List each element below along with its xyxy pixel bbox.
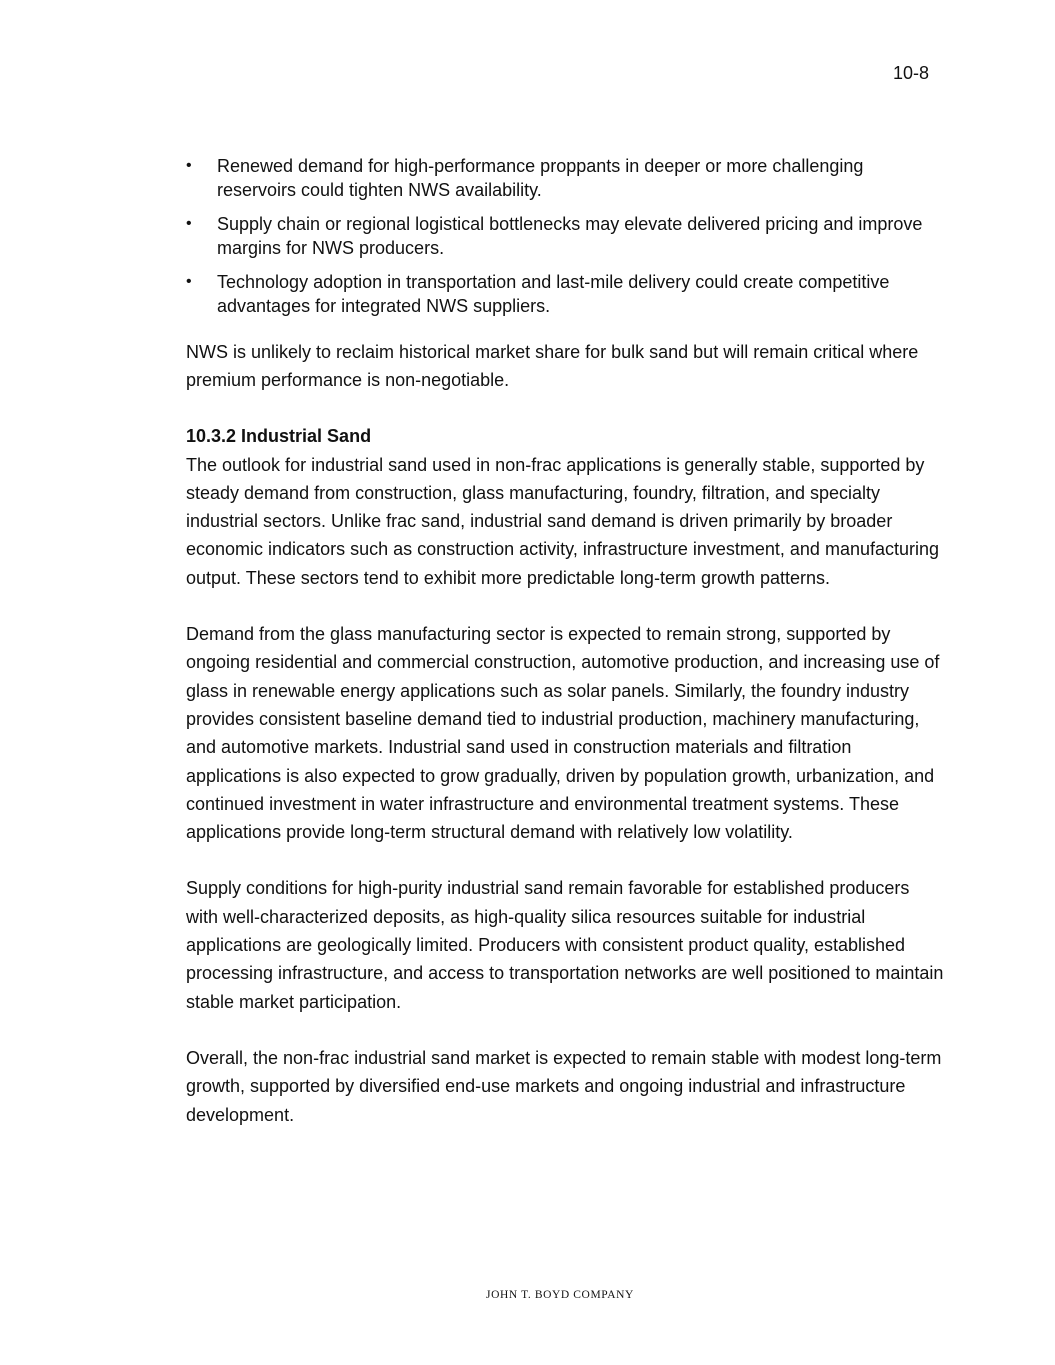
page-number: 10-8 <box>893 63 930 83</box>
document-body <box>186 154 946 1129</box>
paragraph-demand: Demand from the glass manufacturing sector is expected to remain strong, supported by ongoing residential and commercial construction, automotive production, and increasing use of glass in renewable energy applications such as solar panels. Similarly, the foundry industry provides consistent baseline demand tied to industrial production, machinery manufacturing, and automotive markets. Industrial sand used in construction materials and filtration applications is also expected to grow gradually, driven by population growth, urbanization, and continued investment in water infrastructure and environmental treatment systems. These applications provide long-term structural demand with relatively low volatility. <box>186 624 940 843</box>
list-item <box>186 270 946 318</box>
bullet-text: Technology adoption in transportation and last-mile delivery could create competitive advantages for integrated NWS suppliers. <box>217 272 890 316</box>
bullet-icon: • <box>186 157 192 174</box>
paragraph-overall: Overall, the non-frac industrial sand market is expected to remain stable with modest long-term growth, supported by diversified end-use markets and ongoing industrial and infrastructure development. <box>186 1047 942 1125</box>
bullet-text: Renewed demand for high-performance proppants in deeper or more challenging reservoirs could tighten NWS availability. <box>217 156 864 200</box>
section-heading: 10.3.2 Industrial Sand <box>186 425 372 446</box>
paragraph-outlook: The outlook for industrial sand used in non-frac applications is generally stable, supported by steady demand from construction, glass manufacturing, foundry, filtration, and specialty industrial sectors. Unlike frac sand, industrial sand demand is driven primarily by broader economic indicators such as construction activity, infrastructure investment, and manufacturing output. These sectors tend to exhibit more predictable long-term growth patterns. <box>186 454 940 588</box>
nws-conclusion-paragraph: NWS is unlikely to reclaim historical market share for bulk sand but will remain critical where premium performance is non-negotiable. <box>186 342 919 391</box>
bullet-icon: • <box>186 215 192 232</box>
bullet-list <box>186 154 946 318</box>
bullet-icon: • <box>186 273 192 290</box>
list-item <box>186 154 946 202</box>
paragraph-supply: Supply conditions for high-purity industrial sand remain favorable for established producers with well-characterized deposits, as high-quality silica resources suitable for industrial applications are geologically limited. Producers with consistent product quality, established processing infrastructure, and access to transportation networks are well positioned to maintain stable market participation. <box>186 878 944 1012</box>
list-item <box>186 212 946 260</box>
footer-company: JOHN T. BOYD COMPANY <box>486 1289 634 1301</box>
bullet-text: Supply chain or regional logistical bottlenecks may elevate delivered pricing and improve margins for NWS producers. <box>217 214 923 258</box>
